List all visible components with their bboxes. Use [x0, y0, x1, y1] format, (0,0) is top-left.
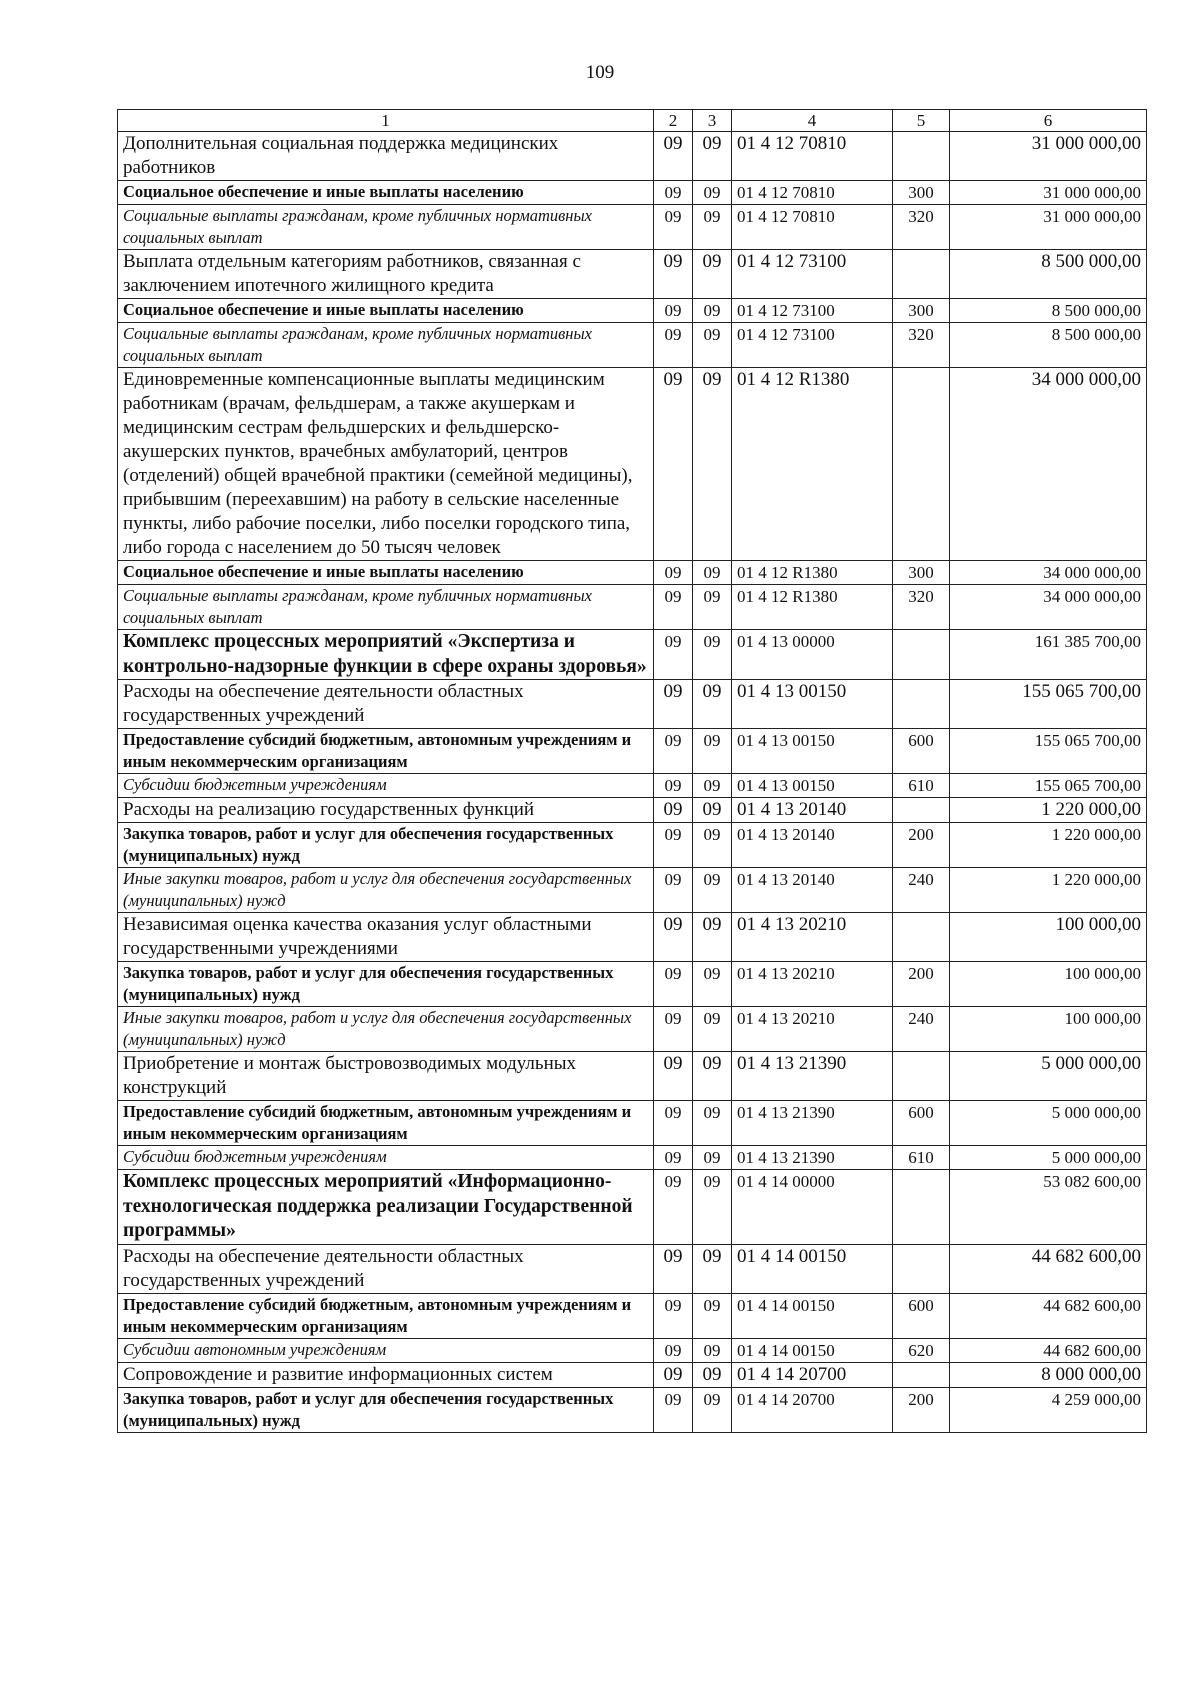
subsection-code-cell: 09	[693, 1101, 732, 1146]
expense-name-cell: Закупка товаров, работ и услуг для обеспечения государственных (муниципальных) нужд	[118, 823, 654, 868]
expense-type-code-cell: 320	[893, 585, 950, 630]
amount-cell: 100 000,00	[950, 962, 1147, 1007]
expense-name-cell: Субсидии автономным учреждениям	[118, 1338, 654, 1362]
amount-cell: 5 000 000,00	[950, 1052, 1147, 1101]
subsection-code-cell: 09	[693, 561, 732, 585]
section-code-cell: 09	[654, 205, 693, 250]
target-article-code-cell: 01 4 13 00150	[732, 680, 893, 729]
section-code-cell: 09	[654, 774, 693, 798]
column-header: 6	[950, 110, 1147, 132]
target-article-code-cell: 01 4 12 R1380	[732, 368, 893, 561]
target-article-code-cell: 01 4 14 00150	[732, 1244, 893, 1293]
amount-cell: 34 000 000,00	[950, 561, 1147, 585]
table-row	[118, 913, 1147, 962]
section-code-cell: 09	[654, 561, 693, 585]
section-code-cell: 09	[654, 1007, 693, 1052]
column-header: 3	[693, 110, 732, 132]
section-code-cell: 09	[654, 1052, 693, 1101]
expense-type-code-cell: 600	[893, 729, 950, 774]
target-article-code-cell: 01 4 14 00150	[732, 1338, 893, 1362]
expense-type-code-cell: 200	[893, 1387, 950, 1432]
section-code-cell: 09	[654, 132, 693, 181]
budget-table-body	[118, 110, 1147, 1433]
table-row	[118, 798, 1147, 823]
subsection-code-cell: 09	[693, 1387, 732, 1432]
expense-name-cell: Единовременные компенсационные выплаты медицинским работникам (врачам, фельдшерам, а также акушеркам и медицинским сестрам фельдшерских и фельдшерско-акушерских пунктов, врачебных амбулаторий, центров (отделений) общей врачебной практики (семейной медицины), прибывшим (переехавшим) на работу в сельские населенные пункты, либо рабочие поселки, либо поселки городского типа, либо города с населением до 50 тысяч человек	[118, 368, 654, 561]
subsection-code-cell: 09	[693, 205, 732, 250]
amount-cell: 1 220 000,00	[950, 868, 1147, 913]
subsection-code-cell: 09	[693, 1362, 732, 1387]
target-article-code-cell: 01 4 14 00000	[732, 1170, 893, 1245]
expense-name-cell: Комплекс процессных мероприятий «Информационно-технологическая поддержка реализации Государственной программы»	[118, 1170, 654, 1245]
budget-table	[117, 109, 1147, 1433]
table-row	[118, 181, 1147, 205]
expense-type-code-cell	[893, 132, 950, 181]
subsection-code-cell: 09	[693, 913, 732, 962]
expense-type-code-cell	[893, 1170, 950, 1245]
column-header: 2	[654, 110, 693, 132]
amount-cell: 161 385 700,00	[950, 630, 1147, 680]
table-row	[118, 1387, 1147, 1432]
target-article-code-cell: 01 4 13 20210	[732, 962, 893, 1007]
target-article-code-cell: 01 4 12 70810	[732, 205, 893, 250]
section-code-cell: 09	[654, 913, 693, 962]
section-code-cell: 09	[654, 1293, 693, 1338]
subsection-code-cell: 09	[693, 798, 732, 823]
table-row	[118, 1293, 1147, 1338]
table-row	[118, 1052, 1147, 1101]
section-code-cell: 09	[654, 630, 693, 680]
amount-cell: 1 220 000,00	[950, 823, 1147, 868]
expense-type-code-cell	[893, 368, 950, 561]
section-code-cell: 09	[654, 181, 693, 205]
target-article-code-cell: 01 4 13 21390	[732, 1146, 893, 1170]
amount-cell: 4 259 000,00	[950, 1387, 1147, 1432]
table-row	[118, 205, 1147, 250]
section-code-cell: 09	[654, 368, 693, 561]
section-code-cell: 09	[654, 1101, 693, 1146]
column-header: 5	[893, 110, 950, 132]
table-row	[118, 1146, 1147, 1170]
expense-type-code-cell	[893, 630, 950, 680]
table-row	[118, 630, 1147, 680]
amount-cell: 34 000 000,00	[950, 368, 1147, 561]
subsection-code-cell: 09	[693, 1170, 732, 1245]
expense-type-code-cell: 600	[893, 1101, 950, 1146]
target-article-code-cell: 01 4 13 20140	[732, 868, 893, 913]
target-article-code-cell: 01 4 13 00150	[732, 774, 893, 798]
subsection-code-cell: 09	[693, 368, 732, 561]
subsection-code-cell: 09	[693, 680, 732, 729]
expense-type-code-cell: 200	[893, 962, 950, 1007]
expense-name-cell: Независимая оценка качества оказания услуг областными государственными учреждениями	[118, 913, 654, 962]
section-code-cell: 09	[654, 868, 693, 913]
amount-cell: 34 000 000,00	[950, 585, 1147, 630]
amount-cell: 8 500 000,00	[950, 299, 1147, 323]
table-row	[118, 868, 1147, 913]
section-code-cell: 09	[654, 680, 693, 729]
expense-name-cell: Сопровождение и развитие информационных систем	[118, 1362, 654, 1387]
subsection-code-cell: 09	[693, 1244, 732, 1293]
amount-cell: 8 500 000,00	[950, 323, 1147, 368]
table-row	[118, 823, 1147, 868]
expense-name-cell: Предоставление субсидий бюджетным, автономным учреждениям и иным некоммерческим организациям	[118, 729, 654, 774]
expense-type-code-cell: 300	[893, 181, 950, 205]
column-header: 1	[118, 110, 654, 132]
subsection-code-cell: 09	[693, 868, 732, 913]
amount-cell: 53 082 600,00	[950, 1170, 1147, 1245]
expense-name-cell: Социальные выплаты гражданам, кроме публичных нормативных социальных выплат	[118, 205, 654, 250]
target-article-code-cell: 01 4 12 73100	[732, 250, 893, 299]
column-header: 4	[732, 110, 893, 132]
table-row	[118, 774, 1147, 798]
table-row	[118, 1338, 1147, 1362]
target-article-code-cell: 01 4 14 00150	[732, 1293, 893, 1338]
section-code-cell: 09	[654, 1362, 693, 1387]
expense-name-cell: Предоставление субсидий бюджетным, автономным учреждениям и иным некоммерческим организациям	[118, 1101, 654, 1146]
expense-type-code-cell: 620	[893, 1338, 950, 1362]
table-row	[118, 680, 1147, 729]
target-article-code-cell: 01 4 12 R1380	[732, 585, 893, 630]
amount-cell: 31 000 000,00	[950, 132, 1147, 181]
section-code-cell: 09	[654, 1244, 693, 1293]
subsection-code-cell: 09	[693, 774, 732, 798]
expense-type-code-cell	[893, 250, 950, 299]
expense-type-code-cell: 200	[893, 823, 950, 868]
amount-cell: 155 065 700,00	[950, 729, 1147, 774]
expense-type-code-cell	[893, 798, 950, 823]
target-article-code-cell: 01 4 12 73100	[732, 299, 893, 323]
expense-name-cell: Социальное обеспечение и иные выплаты населению	[118, 181, 654, 205]
amount-cell: 44 682 600,00	[950, 1338, 1147, 1362]
target-article-code-cell: 01 4 13 00000	[732, 630, 893, 680]
expense-type-code-cell: 300	[893, 299, 950, 323]
expense-name-cell: Расходы на обеспечение деятельности областных государственных учреждений	[118, 680, 654, 729]
target-article-code-cell: 01 4 13 21390	[732, 1101, 893, 1146]
table-row	[118, 585, 1147, 630]
expense-type-code-cell: 610	[893, 1146, 950, 1170]
target-article-code-cell: 01 4 14 20700	[732, 1362, 893, 1387]
expense-type-code-cell: 240	[893, 868, 950, 913]
subsection-code-cell: 09	[693, 585, 732, 630]
section-code-cell: 09	[654, 1170, 693, 1245]
section-code-cell: 09	[654, 299, 693, 323]
expense-type-code-cell: 300	[893, 561, 950, 585]
subsection-code-cell: 09	[693, 962, 732, 1007]
table-row	[118, 323, 1147, 368]
expense-name-cell: Закупка товаров, работ и услуг для обеспечения государственных (муниципальных) нужд	[118, 962, 654, 1007]
amount-cell: 5 000 000,00	[950, 1146, 1147, 1170]
amount-cell: 8 000 000,00	[950, 1362, 1147, 1387]
expense-type-code-cell	[893, 1362, 950, 1387]
expense-name-cell: Дополнительная социальная поддержка медицинских работников	[118, 132, 654, 181]
amount-cell: 31 000 000,00	[950, 181, 1147, 205]
section-code-cell: 09	[654, 729, 693, 774]
subsection-code-cell: 09	[693, 299, 732, 323]
expense-name-cell: Субсидии бюджетным учреждениям	[118, 774, 654, 798]
subsection-code-cell: 09	[693, 323, 732, 368]
subsection-code-cell: 09	[693, 250, 732, 299]
expense-name-cell: Расходы на обеспечение деятельности областных государственных учреждений	[118, 1244, 654, 1293]
subsection-code-cell: 09	[693, 1293, 732, 1338]
expense-type-code-cell: 610	[893, 774, 950, 798]
subsection-code-cell: 09	[693, 1338, 732, 1362]
target-article-code-cell: 01 4 13 20210	[732, 1007, 893, 1052]
expense-name-cell: Иные закупки товаров, работ и услуг для обеспечения государственных (муниципальных) нужд	[118, 1007, 654, 1052]
target-article-code-cell: 01 4 12 70810	[732, 181, 893, 205]
expense-name-cell: Закупка товаров, работ и услуг для обеспечения государственных (муниципальных) нужд	[118, 1387, 654, 1432]
expense-name-cell: Предоставление субсидий бюджетным, автономным учреждениям и иным некоммерческим организациям	[118, 1293, 654, 1338]
expense-name-cell: Приобретение и монтаж быстровозводимых модульных конструкций	[118, 1052, 654, 1101]
amount-cell: 44 682 600,00	[950, 1293, 1147, 1338]
expense-name-cell: Социальные выплаты гражданам, кроме публичных нормативных социальных выплат	[118, 585, 654, 630]
expense-name-cell: Расходы на реализацию государственных функций	[118, 798, 654, 823]
expense-type-code-cell	[893, 1244, 950, 1293]
table-row	[118, 250, 1147, 299]
table-row	[118, 561, 1147, 585]
page-number: 109	[585, 62, 615, 83]
expense-type-code-cell: 240	[893, 1007, 950, 1052]
expense-type-code-cell: 600	[893, 1293, 950, 1338]
expense-type-code-cell	[893, 1052, 950, 1101]
target-article-code-cell: 01 4 13 00150	[732, 729, 893, 774]
subsection-code-cell: 09	[693, 132, 732, 181]
amount-cell: 5 000 000,00	[950, 1101, 1147, 1146]
target-article-code-cell: 01 4 13 20140	[732, 823, 893, 868]
section-code-cell: 09	[654, 798, 693, 823]
amount-cell: 31 000 000,00	[950, 205, 1147, 250]
section-code-cell: 09	[654, 323, 693, 368]
amount-cell: 44 682 600,00	[950, 1244, 1147, 1293]
target-article-code-cell: 01 4 14 20700	[732, 1387, 893, 1432]
expense-name-cell: Социальные выплаты гражданам, кроме публичных нормативных социальных выплат	[118, 323, 654, 368]
table-row	[118, 299, 1147, 323]
expense-name-cell: Субсидии бюджетным учреждениям	[118, 1146, 654, 1170]
amount-cell: 100 000,00	[950, 913, 1147, 962]
subsection-code-cell: 09	[693, 729, 732, 774]
target-article-code-cell: 01 4 12 70810	[732, 132, 893, 181]
table-row	[118, 132, 1147, 181]
subsection-code-cell: 09	[693, 1146, 732, 1170]
section-code-cell: 09	[654, 1146, 693, 1170]
table-row	[118, 962, 1147, 1007]
subsection-code-cell: 09	[693, 630, 732, 680]
amount-cell: 155 065 700,00	[950, 680, 1147, 729]
amount-cell: 1 220 000,00	[950, 798, 1147, 823]
expense-type-code-cell	[893, 680, 950, 729]
amount-cell: 155 065 700,00	[950, 774, 1147, 798]
section-code-cell: 09	[654, 585, 693, 630]
target-article-code-cell: 01 4 12 73100	[732, 323, 893, 368]
section-code-cell: 09	[654, 823, 693, 868]
section-code-cell: 09	[654, 250, 693, 299]
expense-name-cell: Социальное обеспечение и иные выплаты населению	[118, 561, 654, 585]
subsection-code-cell: 09	[693, 181, 732, 205]
table-row	[118, 1244, 1147, 1293]
table-row	[118, 368, 1147, 561]
table-row	[118, 1170, 1147, 1245]
column-number-header-row	[118, 110, 1147, 132]
table-row	[118, 1101, 1147, 1146]
subsection-code-cell: 09	[693, 1007, 732, 1052]
target-article-code-cell: 01 4 13 20140	[732, 798, 893, 823]
target-article-code-cell: 01 4 12 R1380	[732, 561, 893, 585]
expense-name-cell: Выплата отдельным категориям работников, связанная с заключением ипотечного жилищного кредита	[118, 250, 654, 299]
expense-name-cell: Комплекс процессных мероприятий «Экспертиза и контрольно-надзорные функции в сфере охраны здоровья»	[118, 630, 654, 680]
section-code-cell: 09	[654, 1387, 693, 1432]
expense-type-code-cell	[893, 913, 950, 962]
section-code-cell: 09	[654, 1338, 693, 1362]
section-code-cell: 09	[654, 962, 693, 1007]
expense-type-code-cell: 320	[893, 323, 950, 368]
amount-cell: 100 000,00	[950, 1007, 1147, 1052]
table-row	[118, 1362, 1147, 1387]
expense-name-cell: Иные закупки товаров, работ и услуг для обеспечения государственных (муниципальных) нужд	[118, 868, 654, 913]
amount-cell: 8 500 000,00	[950, 250, 1147, 299]
table-row	[118, 1007, 1147, 1052]
subsection-code-cell: 09	[693, 823, 732, 868]
expense-name-cell: Социальное обеспечение и иные выплаты населению	[118, 299, 654, 323]
target-article-code-cell: 01 4 13 20210	[732, 913, 893, 962]
target-article-code-cell: 01 4 13 21390	[732, 1052, 893, 1101]
expense-type-code-cell: 320	[893, 205, 950, 250]
subsection-code-cell: 09	[693, 1052, 732, 1101]
table-row	[118, 729, 1147, 774]
